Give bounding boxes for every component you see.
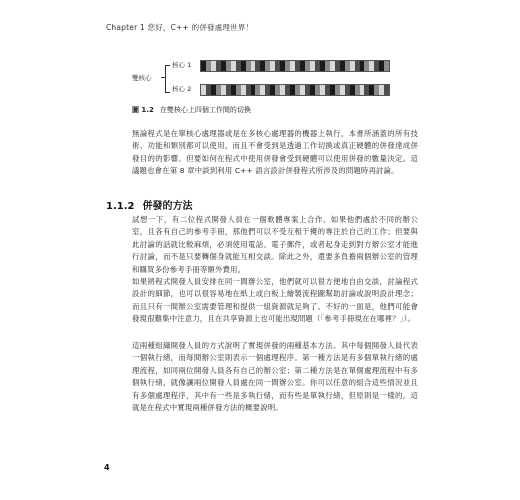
caption-text: 在雙核心上四個工作間的切換 [159, 106, 251, 114]
section-number: 1.1.2 [106, 201, 135, 212]
section-heading [106, 197, 192, 212]
core-1-label: 核心 1 [172, 61, 192, 69]
paragraph-2: 試想一下，有二位程式開發人員在一個軟體專案上合作。如果他們處於不同的辦公室，且各有自己的參考手冊，那他們可以不受互相干擾的專注於自己的工作；但要與此討論的話就比較麻煩，必須使用電話、電子郵件，或者起身走到對方辦公室才能進行討論，而不是只要轉個身就能互相交談。除此之外，還要多負擔兩個辦公室的管理和購買多份參考手冊等額外費用。 [132, 215, 418, 274]
running-header: Chapter 1 您好，C++ 的併發處理世界！ [106, 23, 254, 32]
timeslice-segment [384, 85, 389, 95]
section-title: 併發的方法 [142, 201, 193, 212]
figure-caption [132, 105, 251, 115]
paragraph-3: 如果將程式開發人員安排在同一間辦公室，他們就可以很方便地自由交談，討論程式設計的細節，也可以很容易地在紙上或白板上繪製流程圖幫助討論或說明設計理念；而且只有一間辦公室需要管理和提供一組資源就足夠了。不好的一面是，他們可能會發現很難集中注意力，且在共享資源上也可能出現問題（「參考手冊現在在哪裡？」）。 [132, 277, 418, 324]
dual-core-figure [132, 58, 392, 98]
core-bracket [165, 65, 170, 93]
page-number: 4 [104, 463, 110, 472]
paragraph-4: 這兩種組織開發人員的方式說明了實現併發的兩種基本方法。其中每個開發人員代表一個執行緒，而每間辦公室則表示一個處理程序。第一種方法是有多個單執行緒的處理流程，如同兩位開發人員各有自己的辦公室；第二種方法是在單個處理流程中有多個執行緒，就像讓兩位開發人員處在同一間辦公室。你可以任意的組合這些情況並且有多個處理程序，其中有一些是多執行緒，而有些是單執行緒，但原則是一樣的。這就是在程式中實現兩種併發方法的概要說明。 [132, 341, 418, 413]
timeslice-segment [384, 61, 389, 71]
caption-number: 圖 1.2 [132, 106, 154, 114]
paragraph-1: 無論程式是在單核心處理器或是在多核心處理器的機器上執行，本書所涵蓋的所有技術、功能和類別都可以使用，而且不會受到是透過工作切換或真正硬體的併發達成併發目的的影響。但要如何在程式中使用併發會受到硬體可以使用併發的數量決定。這議題也會在第 8 章中談到利用 C++ 語言設計併發程式所涉及的問題時再討論。 [132, 129, 418, 176]
dual-core-label: 雙核心 [132, 74, 152, 82]
core-2-timeline [200, 84, 390, 96]
core-2-label: 核心 2 [172, 85, 192, 93]
core-1-timeline [200, 60, 390, 72]
